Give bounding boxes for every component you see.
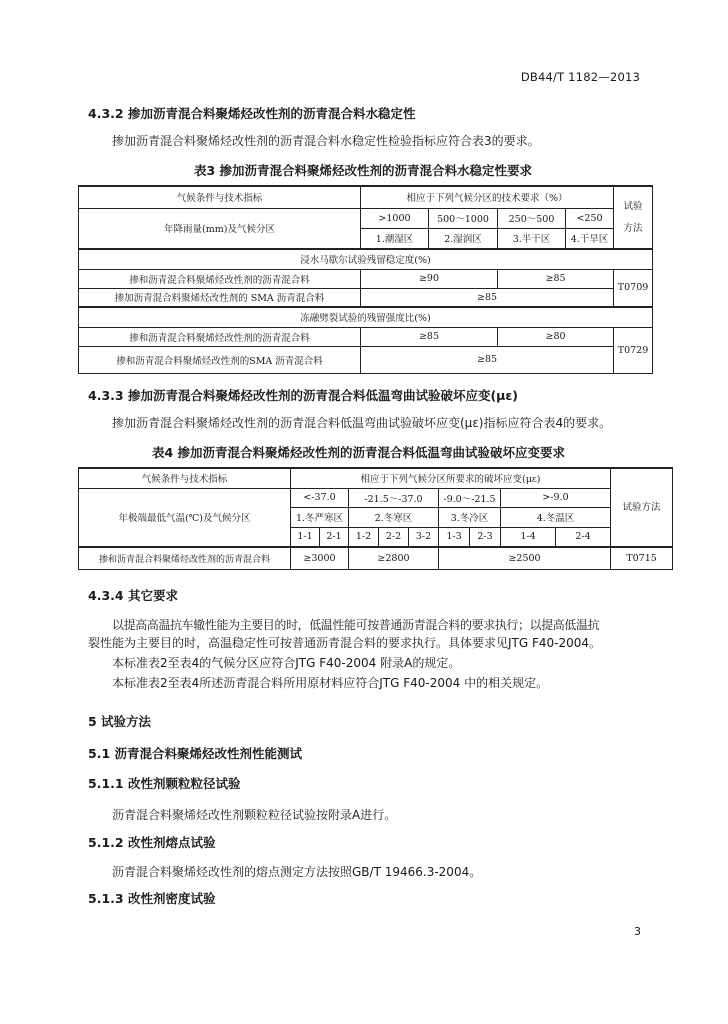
t4-header-method: 试验方法 (611, 468, 673, 547)
t4-zone: 3.冬冷区 (439, 507, 501, 527)
table4-caption: 表4 掺加沥青混合料聚烯烃改性剂的沥青混合料低温弯曲试验破坏应变要求 (152, 445, 566, 460)
t3-range: 250～500 (498, 208, 566, 228)
t4-subzone: 3-2 (409, 527, 439, 547)
table3-caption: 表3 掺加沥青混合料聚烯烃改性剂的沥青混合料水稳定性要求 (194, 163, 533, 178)
t3-zone: 1.潮湿区 (361, 228, 429, 249)
t4-zone: 4.冬温区 (501, 507, 611, 527)
section-4-3-2-title: 4.3.2 掺加沥青混合料聚烯烃改性剂的沥青混合料水稳定性 (88, 106, 416, 121)
table4 (78, 467, 673, 570)
section-4-3-4-paragraph-2: 本标准表2至表4的气候分区应符合JTG F40-2004 附录A的规定。 (112, 656, 461, 670)
section-5-title: 5 试验方法 (88, 714, 152, 729)
t3-cell: ≥80 (498, 327, 614, 346)
t4-range: >-9.0 (501, 488, 611, 507)
t4-cell: ≥3000 (291, 547, 349, 569)
t3-row-label: 掺和沥青混合料聚烯烃改性剂的SMA 沥青混合料 (79, 346, 361, 373)
section-4-3-4-paragraph-1a: 以提高高温抗车辙性能为主要目的时，低温性能可按普通沥青混合料的要求执行；以提高低温抗 (112, 618, 600, 632)
table3 (78, 185, 653, 374)
t4-subzone: 2-2 (379, 527, 409, 547)
section-4-3-4-title: 4.3.4 其它要求 (88, 588, 178, 603)
t3-row-label: 掺和沥青混合料聚烯烃改性剂的沥青混合料 (79, 269, 361, 288)
section-5-1-1-title: 5.1.1 改性剂颗粒粒径试验 (88, 776, 241, 791)
t4-range: -9.0～-21.5 (439, 488, 501, 507)
section-4-3-4-paragraph-1b: 裂性能为主要目的时，高温稳定性可按普通沥青混合料的要求执行。具体要求见JTG F40-2004。 (88, 636, 602, 650)
t4-subzone: 2-3 (470, 527, 501, 547)
t4-header-requirement: 相应于下列气候分区所要求的破坏应变(με) (291, 468, 611, 488)
section-4-3-2-paragraph: 掺加沥青混合料聚烯烃改性剂的沥青混合料水稳定性检验指标应符合表3的要求。 (112, 134, 540, 148)
t4-row-label: 掺和沥青混合料聚烯烃改性剂的沥青混合料 (79, 547, 291, 569)
t3-row-label: 掺和沥青混合料聚烯烃改性剂的沥青混合料 (79, 327, 361, 346)
t3-header-climate: 气候条件与技术指标 (79, 186, 361, 208)
section-5-1-2-title: 5.1.2 改性剂熔点试验 (88, 835, 216, 850)
section-5-1-1-paragraph: 沥青混合料聚烯烃改性剂颗粒粒径试验按附录A进行。 (112, 808, 397, 822)
t4-cell: ≥2800 (349, 547, 439, 569)
t3-range: <250 (566, 208, 614, 228)
t3-cell: ≥85 (361, 346, 614, 373)
t3-range: 500～1000 (429, 208, 498, 228)
t4-method-t0715: T0715 (611, 547, 673, 569)
section-4-3-4-paragraph-3: 本标准表2至表4所述沥青混合料所用原材料应符合JTG F40-2004 中的相关规定。 (112, 676, 549, 690)
t3-cell: ≥85 (498, 269, 614, 288)
t4-zone: 1.冬严寒区 (291, 507, 349, 527)
t3-subheader-freeze-thaw: 冻融劈裂试验的残留强度比(%) (79, 307, 653, 327)
t4-temp-label: 年极端最低气温(℃)及气候分区 (79, 488, 291, 547)
t3-zone: 3.半干区 (498, 228, 566, 249)
t4-zone: 2.冬寒区 (349, 507, 439, 527)
t3-method-t0709: T0709 (614, 269, 653, 307)
page-number: 3 (634, 925, 641, 938)
section-4-3-3-title: 4.3.3 掺加沥青混合料聚烯烃改性剂的沥青混合料低温弯曲试验破坏应变(με) (88, 388, 519, 403)
t4-subzone: 2-4 (556, 527, 611, 547)
section-4-3-3-paragraph: 掺加沥青混合料聚烯烃改性剂的沥青混合料低温弯曲试验破坏应变(με)指标应符合表4的要求。 (112, 416, 612, 430)
section-5-1-title: 5.1 沥青混合料聚烯烃改性剂性能测试 (88, 746, 302, 761)
t4-subzone: 1-4 (501, 527, 556, 547)
t4-range: -21.5～-37.0 (349, 488, 439, 507)
t3-method-t0729: T0729 (614, 327, 653, 373)
t3-row-label: 掺加沥青混合料聚烯烃改性剂的 SMA 沥青混合料 (79, 288, 361, 307)
t3-subheader-marshall: 浸水马歇尔试验残留稳定度(%) (79, 249, 653, 269)
t4-cell: ≥2500 (439, 547, 611, 569)
t4-range: <-37.0 (291, 488, 349, 507)
t3-header-requirement: 相应于下列气候分区的技术要求（%） (361, 186, 614, 208)
t3-cell: ≥85 (361, 327, 498, 346)
t4-header-climate: 气候条件与技术指标 (79, 468, 291, 488)
t3-header-method: 试验方法 (614, 186, 653, 249)
section-5-1-2-paragraph: 沥青混合料聚烯烃改性剂的熔点测定方法按照GB/T 19466.3-2004。 (112, 865, 482, 879)
t3-precip-label: 年降雨量(mm)及气候分区 (79, 208, 361, 249)
document-code: DB44/T 1182—2013 (520, 70, 640, 84)
section-5-1-3-title: 5.1.3 改性剂密度试验 (88, 891, 216, 906)
t3-cell: ≥85 (361, 288, 614, 307)
t3-zone: 4.干旱区 (566, 228, 614, 249)
t4-subzone: 1-3 (439, 527, 470, 547)
t3-cell: ≥90 (361, 269, 498, 288)
t3-zone: 2.湿润区 (429, 228, 498, 249)
t4-subzone: 1-2 (349, 527, 379, 547)
t4-subzone: 2-1 (320, 527, 349, 547)
t3-range: >1000 (361, 208, 429, 228)
t4-subzone: 1-1 (291, 527, 320, 547)
